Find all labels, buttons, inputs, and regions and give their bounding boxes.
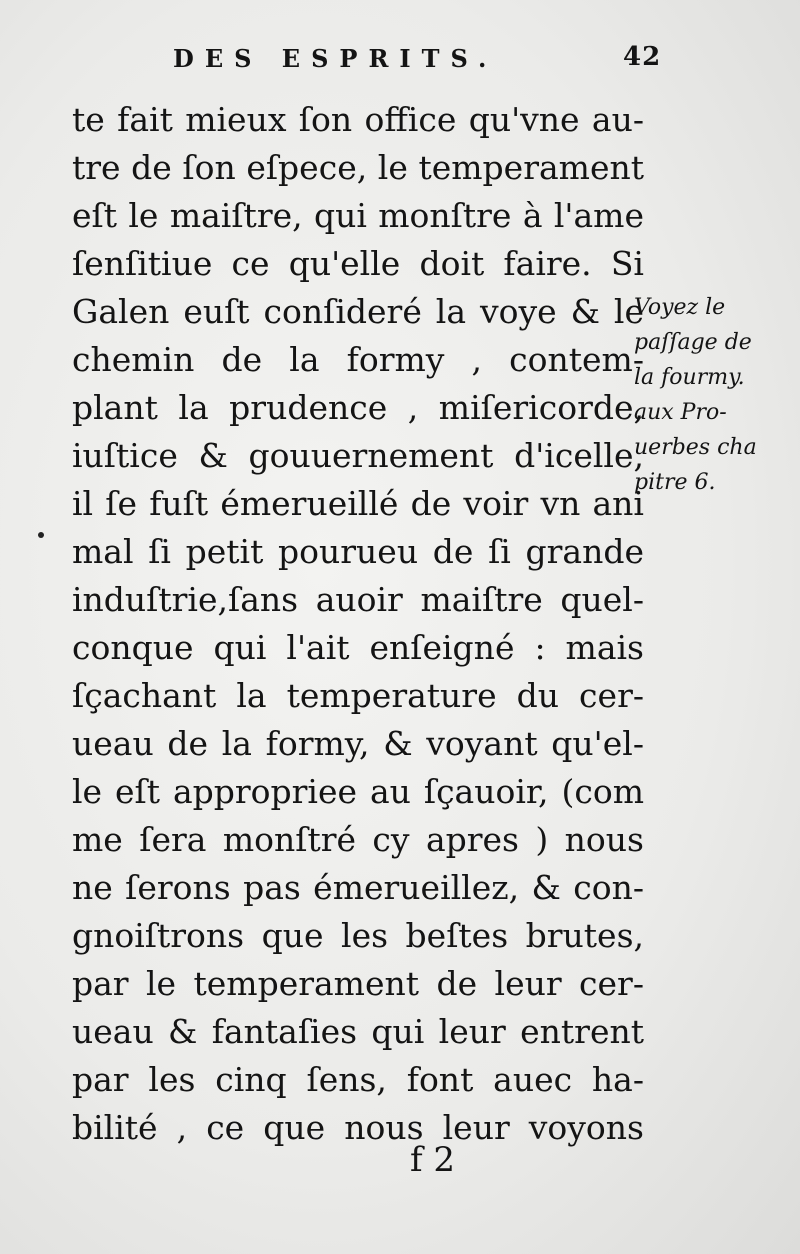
margin-note-line: Voyez le	[634, 295, 726, 320]
margin-note-line: pitre 6.	[634, 470, 716, 495]
text-line: gnoiſtrons que les beſtes brutes,	[72, 916, 644, 955]
text-line: tre de ſon eſpece, le temperament	[72, 148, 644, 187]
text-line: induſtrie,ſans auoir maiſtre quel-	[72, 580, 644, 619]
text-line: bilité , ce que nous leur voyons	[72, 1108, 644, 1147]
margin-note-line: aux Pro-	[634, 400, 727, 425]
page-number: 42	[623, 42, 662, 72]
running-title: DES ESPRITS.	[173, 44, 498, 73]
text-line: iuſtice & gouuernement d'icelle,	[72, 436, 644, 475]
text-line: plant la prudence , miſericorde,	[72, 388, 644, 427]
margin-note-line: paſſage de	[634, 330, 752, 355]
text-line: le eſt appropriee au ſçauoir, (com	[72, 772, 644, 811]
text-line: chemin de la formy , contem-	[72, 340, 644, 379]
text-line: il ſe fuſt émerueillé de voir vn ani	[72, 484, 644, 523]
ink-dot	[38, 532, 44, 538]
text-line: ſçachant la temperature du cer-	[72, 676, 644, 715]
text-line: par le temperament de leur cer-	[72, 964, 644, 1003]
text-line: ſenſitiue ce qu'elle doit faire. Si	[72, 244, 644, 283]
running-header	[173, 42, 673, 82]
main-text-block	[72, 96, 644, 1152]
text-line: ne ſerons pas émerueillez, & con-	[72, 868, 644, 907]
text-line: te fait mieux ſon office qu'vne au-	[72, 100, 644, 139]
text-line: eſt le maiſtre, qui monſtre à l'ame	[72, 196, 644, 235]
margin-note	[634, 290, 794, 500]
text-line: ueau de la formy, & voyant qu'el-	[72, 724, 644, 763]
text-line: par les cinq ſens, font auec ha-	[72, 1060, 644, 1099]
margin-note-line: la fourmy.	[634, 365, 745, 390]
text-line: ueau & fantaſies qui leur entrent	[72, 1012, 644, 1051]
text-line: me ſera monſtré cy apres ) nous	[72, 820, 644, 859]
margin-note-line: uerbes cha	[634, 435, 757, 460]
signature-mark: f 2	[410, 1140, 456, 1180]
text-line: conque qui l'ait enſeigné : mais	[72, 628, 644, 667]
text-line: Galen euſt conſideré la voye & le	[72, 292, 644, 331]
text-line: mal ſi petit pourueu de ſi grande	[72, 532, 644, 571]
